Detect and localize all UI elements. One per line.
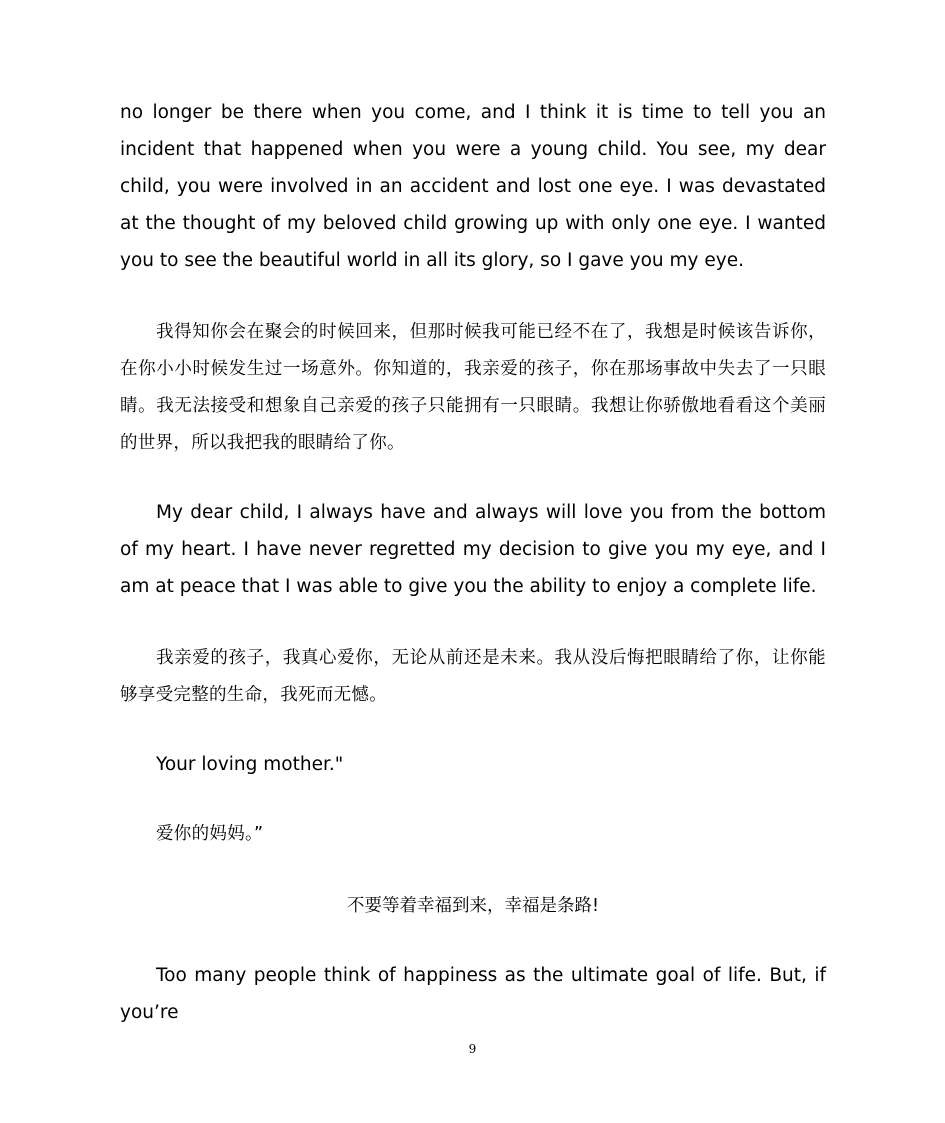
paragraph-english-2: My dear child, I always have and always will love you from the bottom of my heart. I have never regretted my decision to give you my eye, and I am at peace that I was able to give you the ability to enjoy a complete life. [120,502,826,597]
signature-chinese: 爱你的妈妈。” [156,824,264,844]
paragraph-chinese-1: 我得知你会在聚会的时候回来，但那时候我可能已经不在了，我想是时候该告诉你，在你小小时候发生过一场意外。你知道的，我亲爱的孩子，你在那场事故中失去了一只眼睛。我无法接受和想象自己亲爱的孩子只能拥有一只眼睛。我想让你骄傲地看看这个美丽的世界，所以我把我的眼睛给了你。 [120,322,826,453]
paragraph-chinese-2: 我亲爱的孩子，我真心爱你，无论从前还是未来。我从没后悔把眼睛给了你，让你能够享受完整的生命，我死而无憾。 [120,648,826,705]
signature-english: Your loving mother." [156,754,344,775]
paragraph-english-1: no longer be there when you come, and I think it is time to tell you an incident that happened when you were a young child. You see, my dear child, you were involved in an accident and lost one eye. I was devastated at the thought of my beloved child growing up with only one eye. I wanted you to see the beautiful world in all its glory, so I gave you my eye. [120,102,826,271]
paragraph-english-3: Too many people think of happiness as the ultimate goal of life. But, if you’re [120,965,826,1023]
section-heading: 不要等着幸福到来，幸福是条路! [346,896,599,916]
page-number: 9 [468,1042,477,1056]
